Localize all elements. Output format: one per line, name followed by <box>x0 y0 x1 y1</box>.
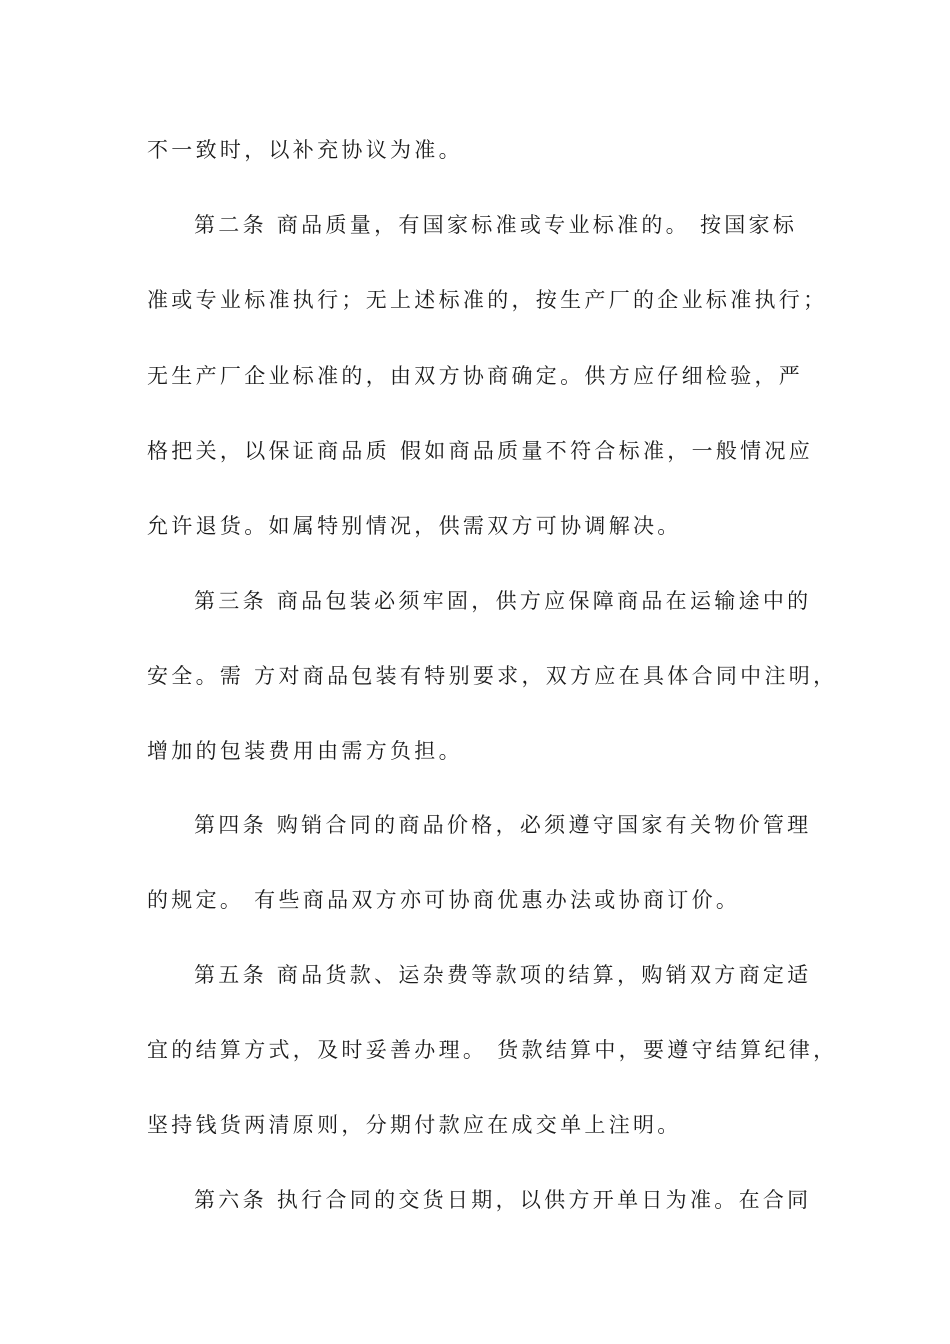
article-2-heading-line: 第二条 商品质量，有国家标准或专业标准的。 按国家标 <box>194 213 798 237</box>
text-line: 准或专业标准执行；无上述标准的，按生产厂的企业标准执行； <box>147 288 828 312</box>
article-6-heading-line: 第六条 执行合同的交货日期，以供方开单日为准。在合同 <box>194 1188 812 1212</box>
text-line: 宜的结算方式，及时妥善办理。 货款结算中，要遵守结算纪律， <box>147 1038 838 1062</box>
article-3-heading-line: 第三条 商品包装必须牢固，供方应保障商品在运输途中的 <box>194 589 812 613</box>
text-line: 不一致时，以补充协议为准。 <box>147 138 463 162</box>
text-line: 的规定。 有些商品双方亦可协商优惠办法或协商订价。 <box>147 888 741 912</box>
text-line: 允许退货。如属特别情况，供需双方可协调解决。 <box>147 514 682 538</box>
text-line: 无生产厂企业标准的，由双方协商确定。供方应仔细检验，严 <box>147 364 804 388</box>
text-line: 坚持钱货两清原则，分期付款应在成交单上注明。 <box>147 1113 682 1137</box>
article-5-heading-line: 第五条 商品货款、运杂费等款项的结算，购销双方商定适 <box>194 963 812 987</box>
text-line: 格把关，以保证商品质 假如商品质量不符合标准，一般情况应 <box>147 439 814 463</box>
text-line: 增加的包装费用由需方负担。 <box>147 739 463 763</box>
article-4-heading-line: 第四条 购销合同的商品价格，必须遵守国家有关物价管理 <box>194 813 812 837</box>
text-line: 安全。需 方对商品包装有特别要求，双方应在具体合同中注明， <box>147 664 838 688</box>
